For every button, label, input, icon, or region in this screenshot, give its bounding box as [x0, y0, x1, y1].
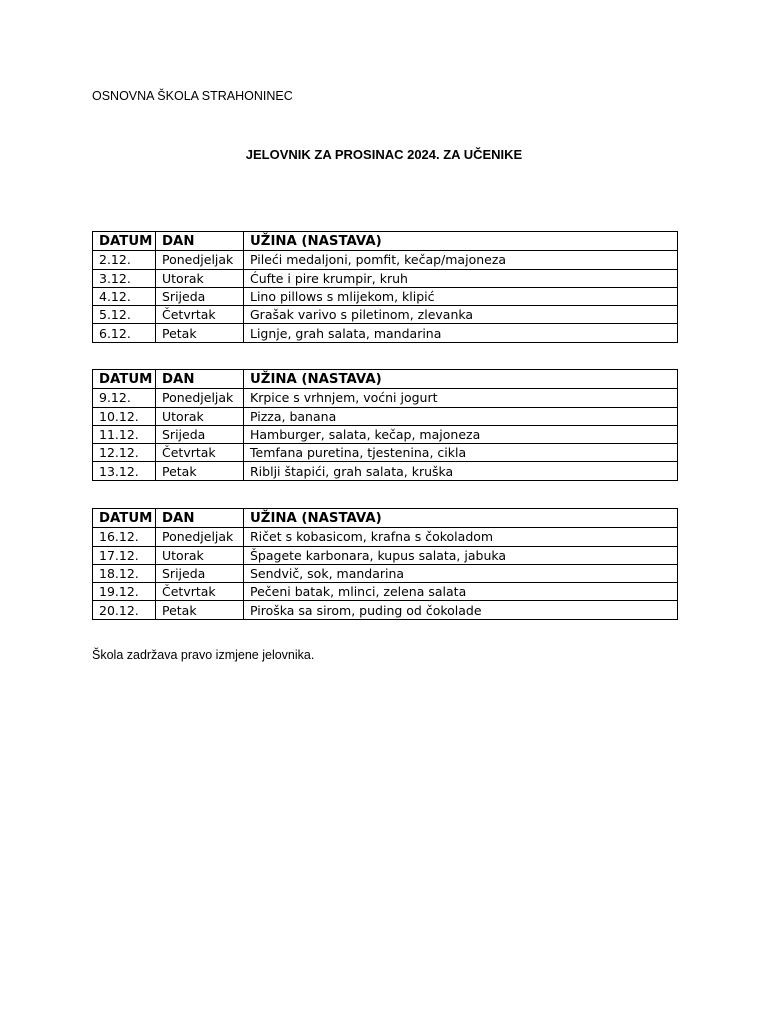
school-name: OSNOVNA ŠKOLA STRAHONINEC: [92, 89, 293, 103]
cell-date: 6.12.: [93, 324, 156, 342]
cell-meal: Krpice s vrhnjem, voćni jogurt: [244, 389, 678, 407]
table-header-row: [93, 370, 678, 389]
cell-day: Srijeda: [156, 564, 244, 582]
document-title: JELOVNIK ZA PROSINAC 2024. ZA UČENIKE: [245, 147, 523, 162]
menu-table-week-3: [92, 508, 678, 620]
cell-meal: Lignje, grah salata, mandarina: [244, 324, 678, 342]
cell-meal: Temfana puretina, tjestenina, cikla: [244, 444, 678, 462]
cell-date: 3.12.: [93, 269, 156, 287]
cell-date: 13.12.: [93, 462, 156, 480]
cell-day: Ponedjeljak: [156, 251, 244, 269]
table-row: [93, 546, 678, 564]
cell-day: Četvrtak: [156, 444, 244, 462]
cell-date: 19.12.: [93, 583, 156, 601]
column-header-meal: UŽINA (NASTAVA): [244, 370, 678, 389]
cell-meal: Pizza, banana: [244, 407, 678, 425]
cell-meal: Riblji štapići, grah salata, kruška: [244, 462, 678, 480]
column-header-meal: UŽINA (NASTAVA): [244, 509, 678, 528]
table-header-row: [93, 232, 678, 251]
cell-meal: Pileći medaljoni, pomfit, kečap/majoneza: [244, 251, 678, 269]
cell-day: Utorak: [156, 546, 244, 564]
table-row: [93, 287, 678, 305]
table-row: [93, 407, 678, 425]
cell-date: 20.12.: [93, 601, 156, 619]
cell-date: 4.12.: [93, 287, 156, 305]
cell-meal: Ričet s kobasicom, krafna s čokoladom: [244, 528, 678, 546]
cell-day: Ponedjeljak: [156, 528, 244, 546]
table-row: [93, 324, 678, 342]
cell-meal: Pečeni batak, mlinci, zelena salata: [244, 583, 678, 601]
cell-day: Petak: [156, 324, 244, 342]
column-header-date: DATUM: [93, 370, 156, 389]
table-row: [93, 425, 678, 443]
cell-date: 12.12.: [93, 444, 156, 462]
cell-date: 16.12.: [93, 528, 156, 546]
column-header-date: DATUM: [93, 232, 156, 251]
cell-day: Utorak: [156, 269, 244, 287]
table-header-row: [93, 509, 678, 528]
table-row: [93, 583, 678, 601]
cell-day: Petak: [156, 462, 244, 480]
cell-date: 11.12.: [93, 425, 156, 443]
cell-meal: Piroška sa sirom, puding od čokolade: [244, 601, 678, 619]
menu-table-week-2: [92, 369, 678, 481]
cell-date: 10.12.: [93, 407, 156, 425]
cell-meal: Hamburger, salata, kečap, majoneza: [244, 425, 678, 443]
table-row: [93, 528, 678, 546]
cell-date: 2.12.: [93, 251, 156, 269]
table-row: [93, 306, 678, 324]
column-header-day: DAN: [156, 232, 244, 251]
cell-meal: Ćufte i pire krumpir, kruh: [244, 269, 678, 287]
table-row: [93, 564, 678, 582]
cell-day: Petak: [156, 601, 244, 619]
column-header-day: DAN: [156, 370, 244, 389]
table-row: [93, 462, 678, 480]
cell-meal: Sendvič, sok, mandarina: [244, 564, 678, 582]
cell-date: 9.12.: [93, 389, 156, 407]
cell-day: Četvrtak: [156, 583, 244, 601]
cell-meal: Grašak varivo s piletinom, zlevanka: [244, 306, 678, 324]
table-row: [93, 269, 678, 287]
table-row: [93, 251, 678, 269]
cell-meal: Špagete karbonara, kupus salata, jabuka: [244, 546, 678, 564]
column-header-day: DAN: [156, 509, 244, 528]
table-row: [93, 444, 678, 462]
cell-day: Ponedjeljak: [156, 389, 244, 407]
menu-table-week-1: [92, 231, 678, 343]
cell-day: Srijeda: [156, 425, 244, 443]
cell-date: 17.12.: [93, 546, 156, 564]
cell-date: 18.12.: [93, 564, 156, 582]
column-header-meal: UŽINA (NASTAVA): [244, 232, 678, 251]
cell-day: Utorak: [156, 407, 244, 425]
cell-day: Srijeda: [156, 287, 244, 305]
column-header-date: DATUM: [93, 509, 156, 528]
table-row: [93, 389, 678, 407]
cell-meal: Lino pillows s mlijekom, klipić: [244, 287, 678, 305]
cell-date: 5.12.: [93, 306, 156, 324]
table-row: [93, 601, 678, 619]
cell-day: Četvrtak: [156, 306, 244, 324]
footer-note: Škola zadržava pravo izmjene jelovnika.: [92, 648, 315, 662]
